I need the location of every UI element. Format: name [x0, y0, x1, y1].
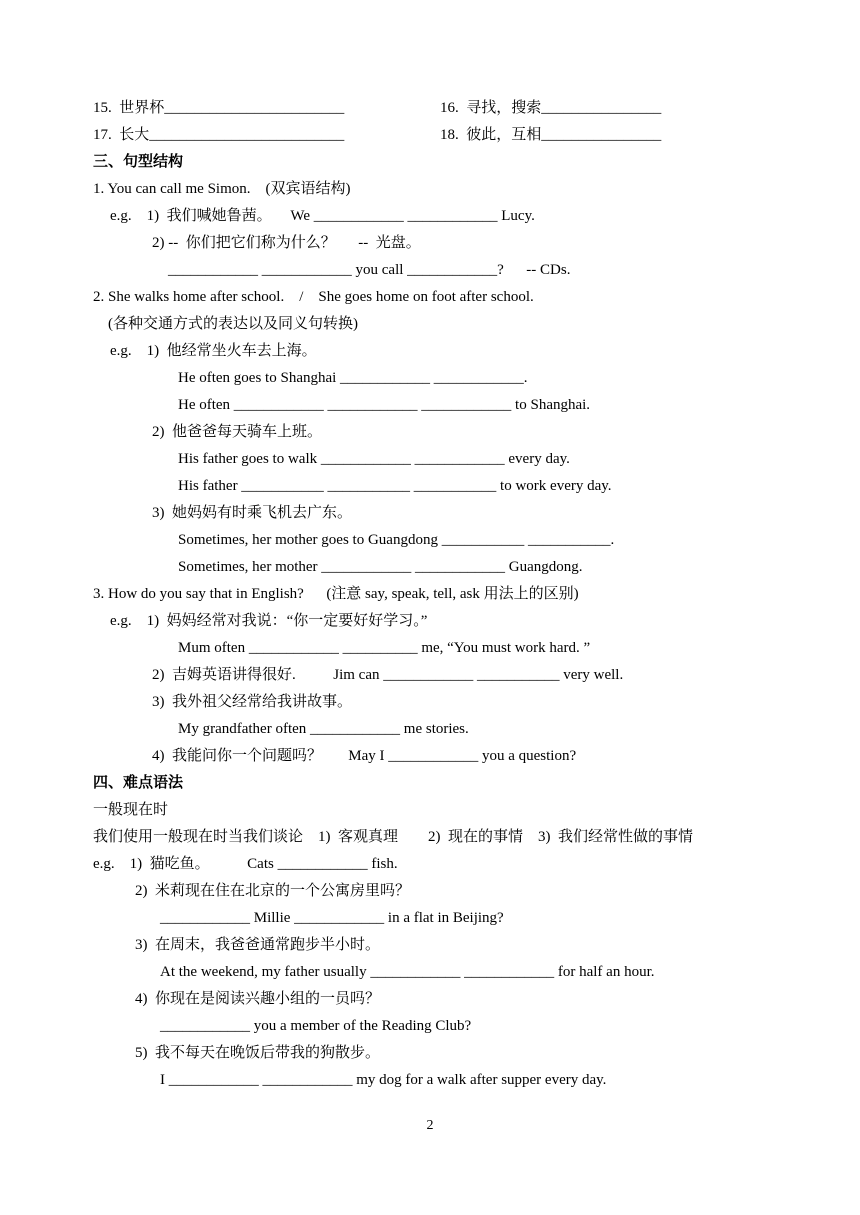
pattern-2-note: (各种交通方式的表达以及同义句转换)	[108, 316, 358, 332]
pattern-1-example-2: 2) -- 你们把它们称为什么？ -- 光盘。	[152, 235, 421, 251]
grammar-intro: 我们使用一般现在时当我们谈论 1) 客观真理 2) 现在的事情 3) 我们经常性做的事情	[93, 829, 693, 845]
vocab-item-16: 16. 寻找，搜索________________	[440, 100, 662, 116]
pattern-2-example-3b: Sometimes, her mother ____________ ____________ Guangdong.	[178, 559, 583, 575]
pattern-2-example-2b: His father ___________ ___________ ___________ to work every day.	[178, 478, 612, 494]
pattern-3-example-3: 3) 我外祖父经常给我讲故事。	[152, 694, 352, 710]
section-heading-sentence-patterns: 三、句型结构	[93, 154, 184, 170]
vocab-item-15: 15. 世界杯________________________	[93, 100, 345, 116]
pattern-2-example-3: 3) 她妈妈有时乘飞机去广东。	[152, 505, 352, 521]
vocab-item-17: 17. 长大__________________________	[93, 127, 345, 143]
pattern-1-title: 1. You can call me Simon. (双宾语结构)	[93, 181, 351, 197]
vocab-item-18: 18. 彼此，互相________________	[440, 127, 662, 143]
grammar-example-4: 4) 你现在是阅读兴趣小组的一员吗？	[135, 991, 380, 1007]
grammar-example-2a: ____________ Millie ____________ in a flat in Beijing?	[160, 910, 504, 926]
pattern-3-title: 3. How do you say that in English? (注意 say, speak, tell, ask 用法上的区别)	[93, 586, 579, 602]
pattern-3-example-4: 4) 我能问你一个问题吗？ May I ____________ you a question?	[152, 748, 577, 764]
grammar-example-3a: At the weekend, my father usually ____________ ____________ for half an hour.	[160, 964, 655, 980]
grammar-example-1: e.g. 1) 猫吃鱼。 Cats ____________ fish.	[93, 856, 398, 872]
grammar-example-5: 5) 我不每天在晚饭后带我的狗散步。	[135, 1045, 380, 1061]
pattern-2-example-1: e.g. 1) 他经常坐火车去上海。	[110, 343, 317, 359]
section-heading-grammar: 四、难点语法	[93, 775, 184, 791]
pattern-1-example-1: e.g. 1) 我们喊她鲁茜。 We ____________ ____________ Lucy.	[110, 208, 535, 224]
pattern-2-example-3a: Sometimes, her mother goes to Guangdong ___________ ___________.	[178, 532, 615, 548]
pattern-2-example-2a: His father goes to walk ____________ ____________ every day.	[178, 451, 570, 467]
page-number: 2	[426, 1118, 434, 1133]
grammar-example-2: 2) 米莉现在住在北京的一个公寓房里吗？	[135, 883, 410, 899]
grammar-example-5a: I ____________ ____________ my dog for a walk after supper every day.	[160, 1072, 607, 1088]
grammar-example-3: 3) 在周末，我爸爸通常跑步半小时。	[135, 937, 380, 953]
pattern-2-example-2: 2) 他爸爸每天骑车上班。	[152, 424, 322, 440]
pattern-3-example-3a: My grandfather often ____________ me stories.	[178, 721, 469, 737]
grammar-example-4a: ____________ you a member of the Reading Club?	[160, 1018, 472, 1034]
pattern-2-example-1a: He often goes to Shanghai ____________ ____________.	[178, 370, 528, 386]
grammar-subheading: 一般现在时	[93, 802, 169, 818]
pattern-3-example-2: 2) 吉姆英语讲得很好. Jim can ____________ ___________ very well.	[152, 667, 624, 683]
pattern-2-title: 2. She walks home after school. / She goes home on foot after school.	[93, 289, 534, 305]
pattern-3-example-1: e.g. 1) 妈妈经常对我说：“你一定要好好学习。”	[110, 613, 428, 629]
pattern-1-example-2-answer: ____________ ____________ you call ____________? -- CDs.	[168, 262, 571, 278]
pattern-3-example-1a: Mum often ____________ __________ me, “You must work hard. ”	[178, 640, 591, 656]
pattern-2-example-1b: He often ____________ ____________ ____________ to Shanghai.	[178, 397, 591, 413]
